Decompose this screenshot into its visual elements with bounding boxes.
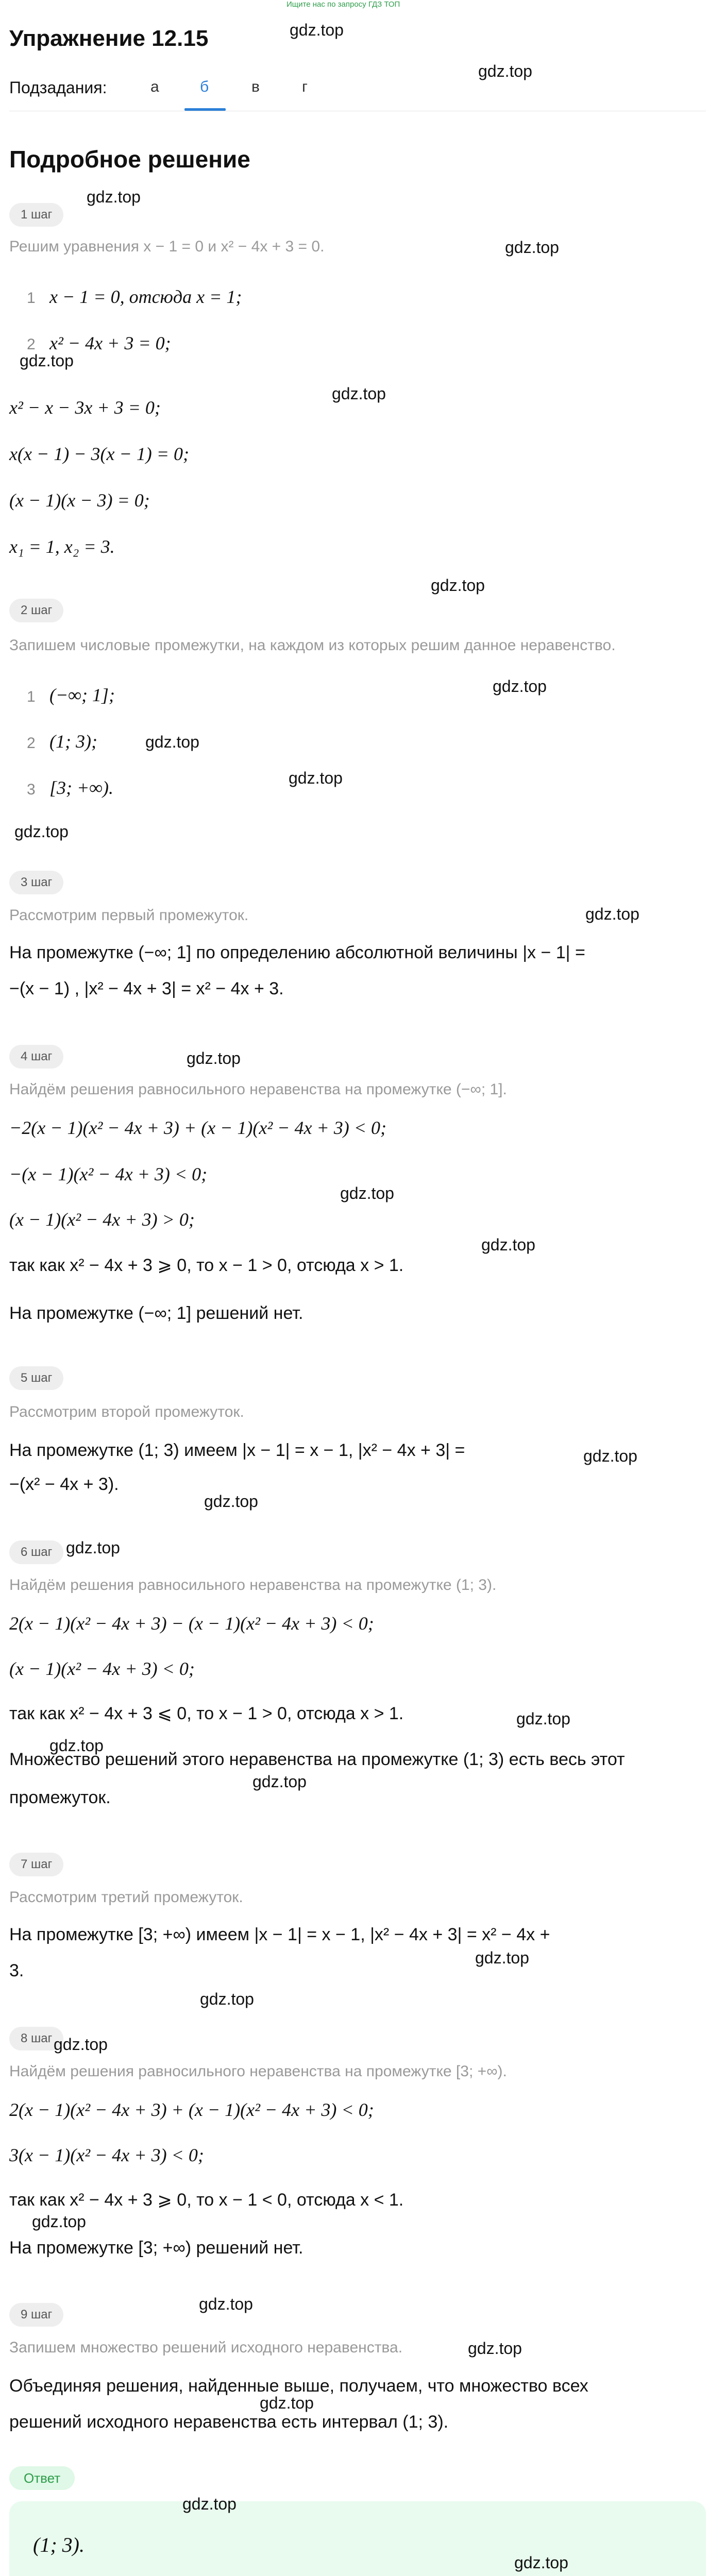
step-badge: 4 шаг bbox=[9, 1045, 63, 1069]
equation-line: x(x − 1) − 3(x − 1) = 0; bbox=[9, 444, 190, 464]
text-line: так как x² − 4x + 3 ⩾ 0, то x − 1 < 0, отсюда x < 1. bbox=[9, 2190, 404, 2210]
equation-line: x² − 4x + 3 = 0; bbox=[49, 333, 171, 353]
watermark: gdz.top bbox=[145, 733, 199, 751]
tab-subtask-b[interactable]: б bbox=[200, 78, 209, 95]
watermark: gdz.top bbox=[332, 384, 386, 403]
watermark: gdz.top bbox=[514, 2553, 568, 2572]
equation-line: x − 1 = 0, отсюда x = 1; bbox=[49, 286, 242, 307]
watermark: gdz.top bbox=[475, 1948, 529, 1967]
equation-line: (x − 1)(x² − 4x + 3) > 0; bbox=[9, 1209, 195, 1230]
equation-line: −(x − 1)(x² − 4x + 3) < 0; bbox=[9, 1164, 208, 1184]
step-badge: 9 шаг bbox=[9, 2303, 63, 2327]
text-line: так как x² − 4x + 3 ⩽ 0, то x − 1 > 0, отсюда x > 1. bbox=[9, 1704, 404, 1723]
watermark: gdz.top bbox=[493, 677, 547, 696]
watermark: gdz.top bbox=[49, 1736, 104, 1755]
watermark: gdz.top bbox=[187, 1049, 241, 1067]
watermark: gdz.top bbox=[32, 2212, 86, 2231]
list-number: 1 bbox=[27, 688, 36, 705]
interval-item: [3; +∞). bbox=[49, 777, 113, 798]
interval-item: (1; 3); bbox=[49, 731, 97, 752]
watermark: gdz.top bbox=[583, 1447, 637, 1465]
watermark: gdz.top bbox=[14, 822, 69, 841]
step-badge: 7 шаг bbox=[9, 1853, 63, 1876]
watermark: gdz.top bbox=[481, 1235, 535, 1254]
step-intro: Найдём решения равносильного неравенства на промежутке [3; +∞). bbox=[9, 2063, 507, 2080]
text-line: 3. bbox=[9, 1961, 24, 1980]
step-intro: Запишем множество решений исходного неравенства. bbox=[9, 2339, 403, 2356]
equation-line: (x − 1)(x² − 4x + 3) < 0; bbox=[9, 1658, 195, 1679]
step-intro: Запишем числовые промежутки, на каждом из которых решим данное неравенство. bbox=[9, 637, 616, 654]
step-intro: Рассмотрим первый промежуток. bbox=[9, 907, 249, 924]
step-badge: 1 шаг bbox=[9, 203, 63, 227]
watermark: gdz.top bbox=[290, 21, 344, 39]
answer-value: (1; 3). bbox=[33, 2533, 85, 2556]
text-line: −(x − 1) , |x² − 4x + 3| = x² − 4x + 3. bbox=[9, 979, 284, 998]
equation-line: x₁ = 1, x₂ = 3. bbox=[9, 536, 115, 557]
answer-badge: Ответ bbox=[9, 2466, 75, 2490]
equation-line: 2(x − 1)(x² − 4x + 3) + (x − 1)(x² − 4x + 3) < 0; bbox=[9, 2099, 374, 2120]
watermark: gdz.top bbox=[87, 188, 141, 206]
text-line: На промежутке (−∞; 1] по определению абсолютной величины |x − 1| = bbox=[9, 943, 585, 962]
watermark: gdz.top bbox=[200, 1990, 254, 2008]
watermark: gdz.top bbox=[20, 351, 74, 370]
text-line: Объединяя решения, найденные выше, получаем, что множество всех bbox=[9, 2376, 588, 2396]
watermark: gdz.top bbox=[199, 2295, 253, 2313]
subtasks-label: Подзадания: bbox=[9, 78, 107, 97]
tab-subtask-v[interactable]: в bbox=[251, 78, 260, 95]
step-intro: Рассмотрим третий промежуток. bbox=[9, 1889, 243, 1906]
step-badge: 8 шаг bbox=[9, 2027, 63, 2050]
list-number: 1 bbox=[27, 290, 36, 307]
text-line: Множество решений этого неравенства на промежутке (1; 3) есть весь этот bbox=[9, 1750, 625, 1769]
list-number: 2 bbox=[27, 735, 36, 752]
watermark: gdz.top bbox=[260, 2394, 314, 2412]
equation-line: −2(x − 1)(x² − 4x + 3) + (x − 1)(x² − 4x + 3) < 0; bbox=[9, 1117, 386, 1138]
equation-line: x² − x − 3x + 3 = 0; bbox=[9, 397, 161, 418]
text-line: На промежутке [3; +∞) имеем |x − 1| = x − 1, |x² − 4x + 3| = x² − 4x + bbox=[9, 1925, 550, 1944]
section-title: Подробное решение bbox=[9, 146, 250, 173]
step-intro: Рассмотрим второй промежуток. bbox=[9, 1403, 244, 1420]
list-number: 3 bbox=[27, 781, 36, 798]
list-number: 2 bbox=[27, 336, 36, 353]
text-line: промежуток. bbox=[9, 1788, 111, 1807]
watermark: gdz.top bbox=[516, 1709, 570, 1728]
watermark: gdz.top bbox=[431, 576, 485, 595]
text-line: На промежутке (1; 3) имеем |x − 1| = x − 1, |x² − 4x + 3| = bbox=[9, 1440, 465, 1460]
watermark: gdz.top bbox=[340, 1184, 394, 1202]
watermark: gdz.top bbox=[468, 2339, 522, 2358]
step-intro: Решим уравнения x − 1 = 0 и x² − 4x + 3 = 0. bbox=[9, 238, 325, 255]
answer-box bbox=[9, 2501, 706, 2576]
tab-subtask-a[interactable]: а bbox=[150, 78, 159, 95]
text-line: На промежутке [3; +∞) решений нет. bbox=[9, 2238, 304, 2258]
watermark: gdz.top bbox=[585, 905, 639, 923]
text-line: решений исходного неравенства есть интервал (1; 3). bbox=[9, 2412, 449, 2432]
watermark: gdz.top bbox=[66, 1538, 120, 1557]
page-title: Упражнение 12.15 bbox=[9, 26, 209, 51]
text-line: На промежутке (−∞; 1] решений нет. bbox=[9, 1303, 304, 1323]
step-badge: 6 шаг bbox=[9, 1540, 63, 1564]
step-badge: 3 шаг bbox=[9, 871, 63, 894]
step-badge: 2 шаг bbox=[9, 599, 63, 622]
equation-line: (x − 1)(x − 3) = 0; bbox=[9, 490, 150, 511]
watermark: gdz.top bbox=[204, 1492, 258, 1511]
watermark: gdz.top bbox=[182, 2495, 237, 2513]
text-line: −(x² − 4x + 3). bbox=[9, 1475, 119, 1494]
tab-subtask-g[interactable]: г bbox=[302, 78, 308, 95]
top-promo-text[interactable]: Ищите нас по запросу ГДЗ ТОП bbox=[286, 0, 400, 9]
interval-item: (−∞; 1]; bbox=[49, 685, 115, 705]
watermark: gdz.top bbox=[478, 62, 532, 80]
watermark: gdz.top bbox=[289, 769, 343, 787]
text-line: так как x² − 4x + 3 ⩾ 0, то x − 1 > 0, отсюда x > 1. bbox=[9, 1256, 404, 1275]
watermark: gdz.top bbox=[54, 2035, 108, 2054]
step-intro: Найдём решения равносильного неравенства на промежутке (1; 3). bbox=[9, 1577, 497, 1594]
watermark: gdz.top bbox=[505, 238, 559, 257]
equation-line: 2(x − 1)(x² − 4x + 3) − (x − 1)(x² − 4x + 3) < 0; bbox=[9, 1613, 374, 1634]
step-badge: 5 шаг bbox=[9, 1366, 63, 1390]
equation-line: 3(x − 1)(x² − 4x + 3) < 0; bbox=[9, 2145, 204, 2165]
step-intro: Найдём решения равносильного неравенства на промежутке (−∞; 1]. bbox=[9, 1081, 507, 1098]
watermark: gdz.top bbox=[252, 1772, 307, 1791]
